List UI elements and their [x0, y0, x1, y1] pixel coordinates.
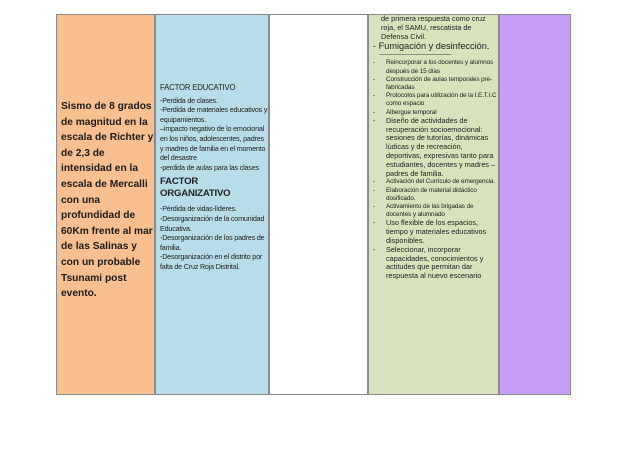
list-item-text: Seleccionar, incorporar capacidades, conocimientos y actitudes que permitan dar respuesta al nuevo escenario: [386, 244, 484, 281]
bullet: -: [373, 218, 376, 228]
bullet: -: [373, 92, 376, 100]
list-item: [373, 246, 498, 281]
list-item-text: Construcción de aulas temporales pre-fabricadas: [386, 75, 493, 91]
educational-factor-item: –impacto negativo de lo emocional en los niños, adolescentes, padres y madres de familia en el momento del desastre: [160, 124, 266, 163]
list-item: [373, 76, 498, 92]
bullet: -: [373, 244, 376, 254]
list-item: [373, 178, 498, 186]
list-item-text: Activamiento de las brigadas de docentes y alumnado: [386, 203, 474, 219]
list-item: [373, 219, 498, 245]
organizational-factor-heading: FACTOR ORGANIZATIVO: [160, 176, 231, 200]
educational-factor-item: -perdida de aulas para las clases: [160, 162, 259, 172]
actions-list: [373, 15, 498, 281]
organizational-factor-item: -Desorganización de los padres de familia.: [160, 233, 265, 252]
bullet: -: [373, 203, 376, 210]
bullet: -: [373, 186, 376, 194]
list-item-text: Diseño de actividades de recuperación socioemocional: sesiones de tutorías, dinámicas lúdicas y de recreación, deportivas, expresivas tanto para estudiantes, docentes y madres – padres de familia.: [386, 115, 496, 178]
educational-factor-item: -Perdida de materiales educativos y equipamientos.: [160, 105, 268, 124]
list-item: [373, 92, 498, 108]
list-item: [373, 203, 498, 219]
list-item: [373, 117, 498, 179]
educational-factor-item: -Perdida de clases.: [160, 95, 218, 105]
separator-line: ------------------------------------------------: [379, 52, 451, 59]
event-column: [56, 14, 155, 395]
list-item: [373, 187, 498, 203]
organizational-factor-item: -Pérdida de vidas-líderes.: [160, 204, 237, 214]
purple-column: [499, 14, 571, 395]
fumigation-item: - Fumigación y desinfección.: [373, 41, 490, 52]
list-item-text: Activación del Currículo de emergencia.: [386, 178, 496, 186]
first-response-text: de primera respuesta como cruz roja, el SAMU, rescatista de Defensa Civil.: [381, 14, 486, 41]
bullet: -: [373, 178, 376, 186]
factors-list: [160, 83, 268, 272]
educational-factor-heading: FACTOR EDUCATIVO: [160, 83, 236, 92]
empty-column: [269, 14, 368, 395]
bullet: -: [373, 108, 376, 116]
bullet: -: [373, 75, 376, 83]
list-item: [373, 59, 498, 75]
actions-column: [368, 14, 499, 395]
event-description: Sismo de 8 grados de magnitud en la escala de Richter y de 2,3 de intensidad en la escala de Mercalli con una profundidad de 60Km frente al mar de las Salinas y con un probable Tsunami post evento.: [61, 101, 154, 300]
list-item-text: Uso flexible de los espacios, tiempo y materiales educativos disponibles.: [386, 218, 487, 245]
list-item-text: Reincorporar a los docentes y alumnos después de 15 días: [386, 59, 494, 75]
factors-column: [155, 14, 269, 395]
bullet: -: [373, 59, 376, 67]
organizational-factor-item: -Desorganización de la comunidad Educativa.: [160, 213, 265, 233]
organizational-factor-item: -Desorganización en el distrito por falta de Cruz Roja Distrital.: [160, 252, 263, 271]
list-item-text: Albergue temporal: [386, 108, 437, 116]
bullet: -: [373, 115, 376, 125]
list-item-text: Protocolos para utilización de la I.E.T.I.C como espacio: [386, 92, 497, 108]
list-item-text: Elaboración de material didáctico dosificado.: [386, 186, 477, 202]
